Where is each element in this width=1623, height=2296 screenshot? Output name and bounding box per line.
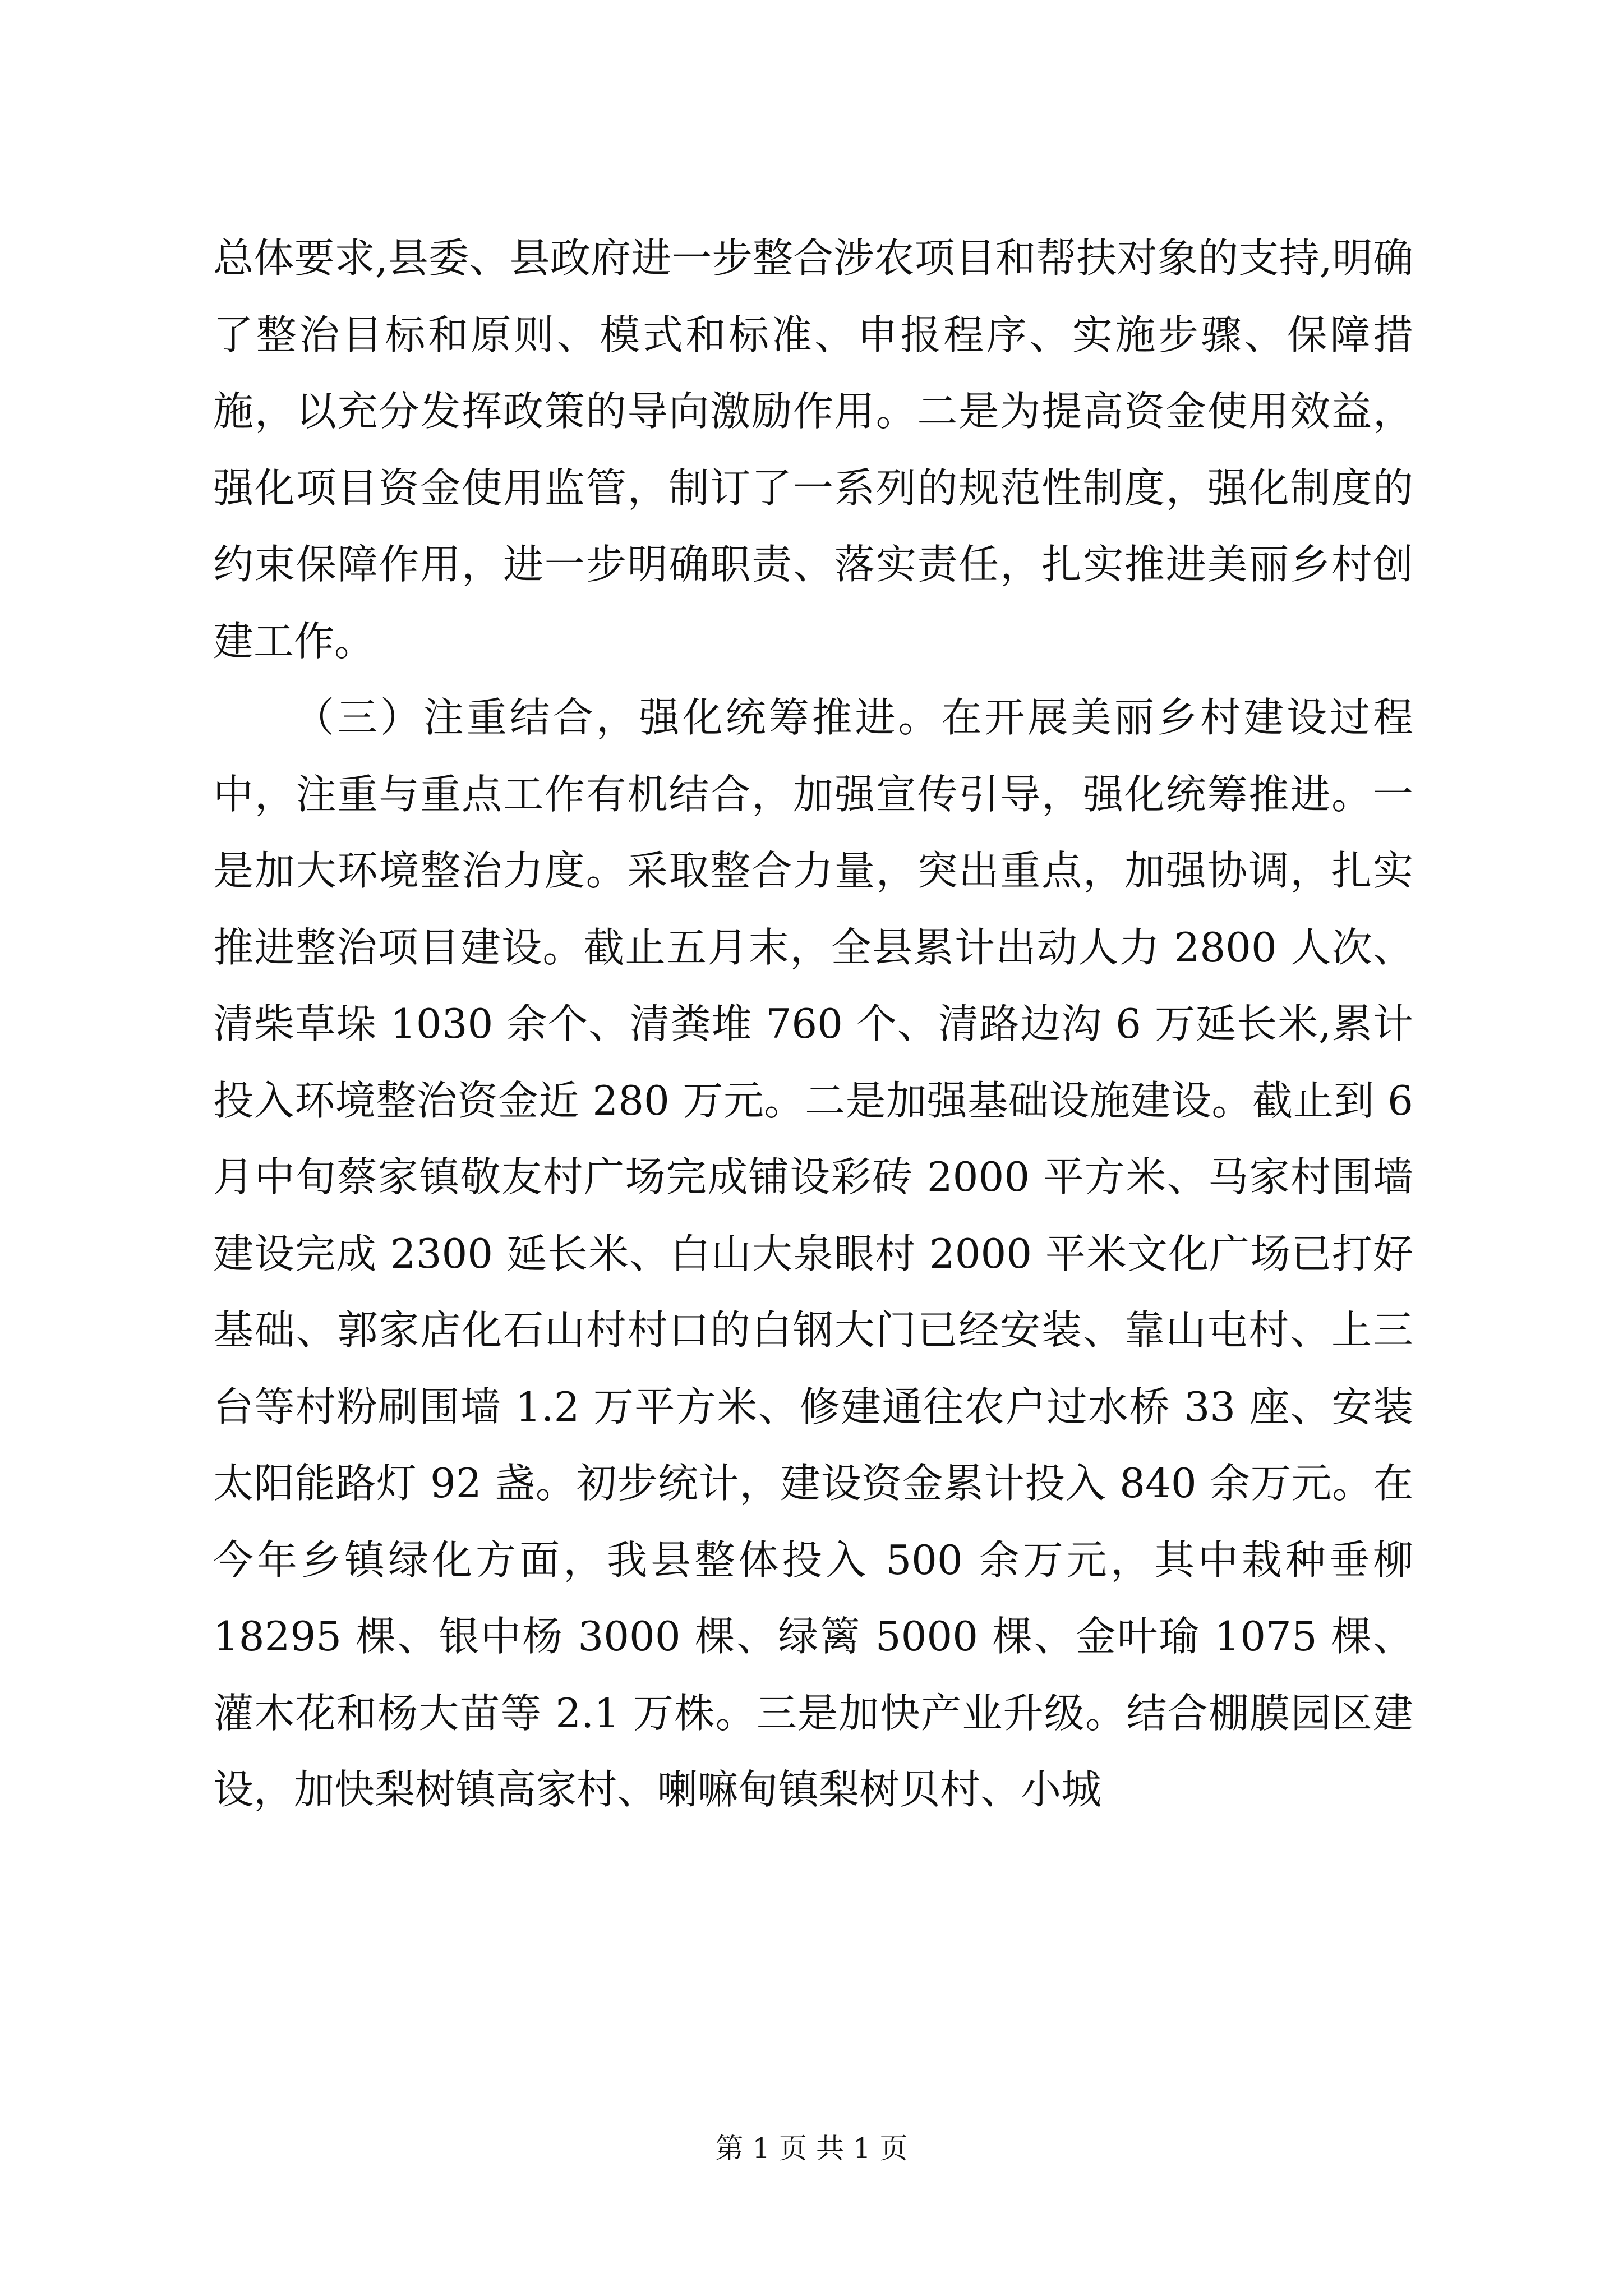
paragraph-continued: 总体要求,县委、县政府进一步整合涉农项目和帮扶对象的支持,明确了整治目标和原则、模式和标准、申报程序、实施步骤、保障措施，以充分发挥政策的导向激励作用。二是为提高资金使用效益，强化项目资金使用监管，制订了一系列的规范性制度，强化制度的约束保障作用，进一步明确职责、落实责任，扎实推进美丽乡村创建工作。 — [213, 234, 1413, 665]
paragraph-section-3: （三）注重结合，强化统筹推进。在开展美丽乡村建设过程中，注重与重点工作有机结合，加强宣传引导，强化统筹推进。一是加大环境整治力度。采取整合力量，突出重点，加强协调，扎实推进整治项目建设。截止五月末，全县累计出动人力 2800 人次、清柴草垛 1030 余个、清粪堆 760 个、清路边沟 6 万延长米,累计投入环境整治资金近 280 万元。二是加强基础设施建设。截止到 6 月中旬蔡家镇敬友村广场完成铺设彩砖 2000 平方米、马家村围墙建设完成 2300 延长米、白山大泉眼村 2000 平米文化广场已打好基础、郭家店化石山村村口的白钢大门已经安装、靠山屯村、上三台等村粉刷围墙 1.2 万平方米、修建通往农户过水桥 33 座、安装太阳能路灯 92 盏。初步统计，建设资金累计投入 840 余万元。在今年乡镇绿化方面，我县整体投入 500 余万元，其中栽种垂柳 18295 棵、银中杨 3000 棵、绿篱 5000 棵、金叶瑜 1075 棵、灌木花和杨大苗等 2.1 万株。三是加快产业升级。结合棚膜园区建设，加快梨树镇高家村、喇嘛甸镇梨树贝村、小城 — [213, 694, 1413, 1813]
page-number-footer: 第 1 页 共 1 页 — [715, 2132, 908, 2165]
document-body — [213, 220, 1413, 1828]
